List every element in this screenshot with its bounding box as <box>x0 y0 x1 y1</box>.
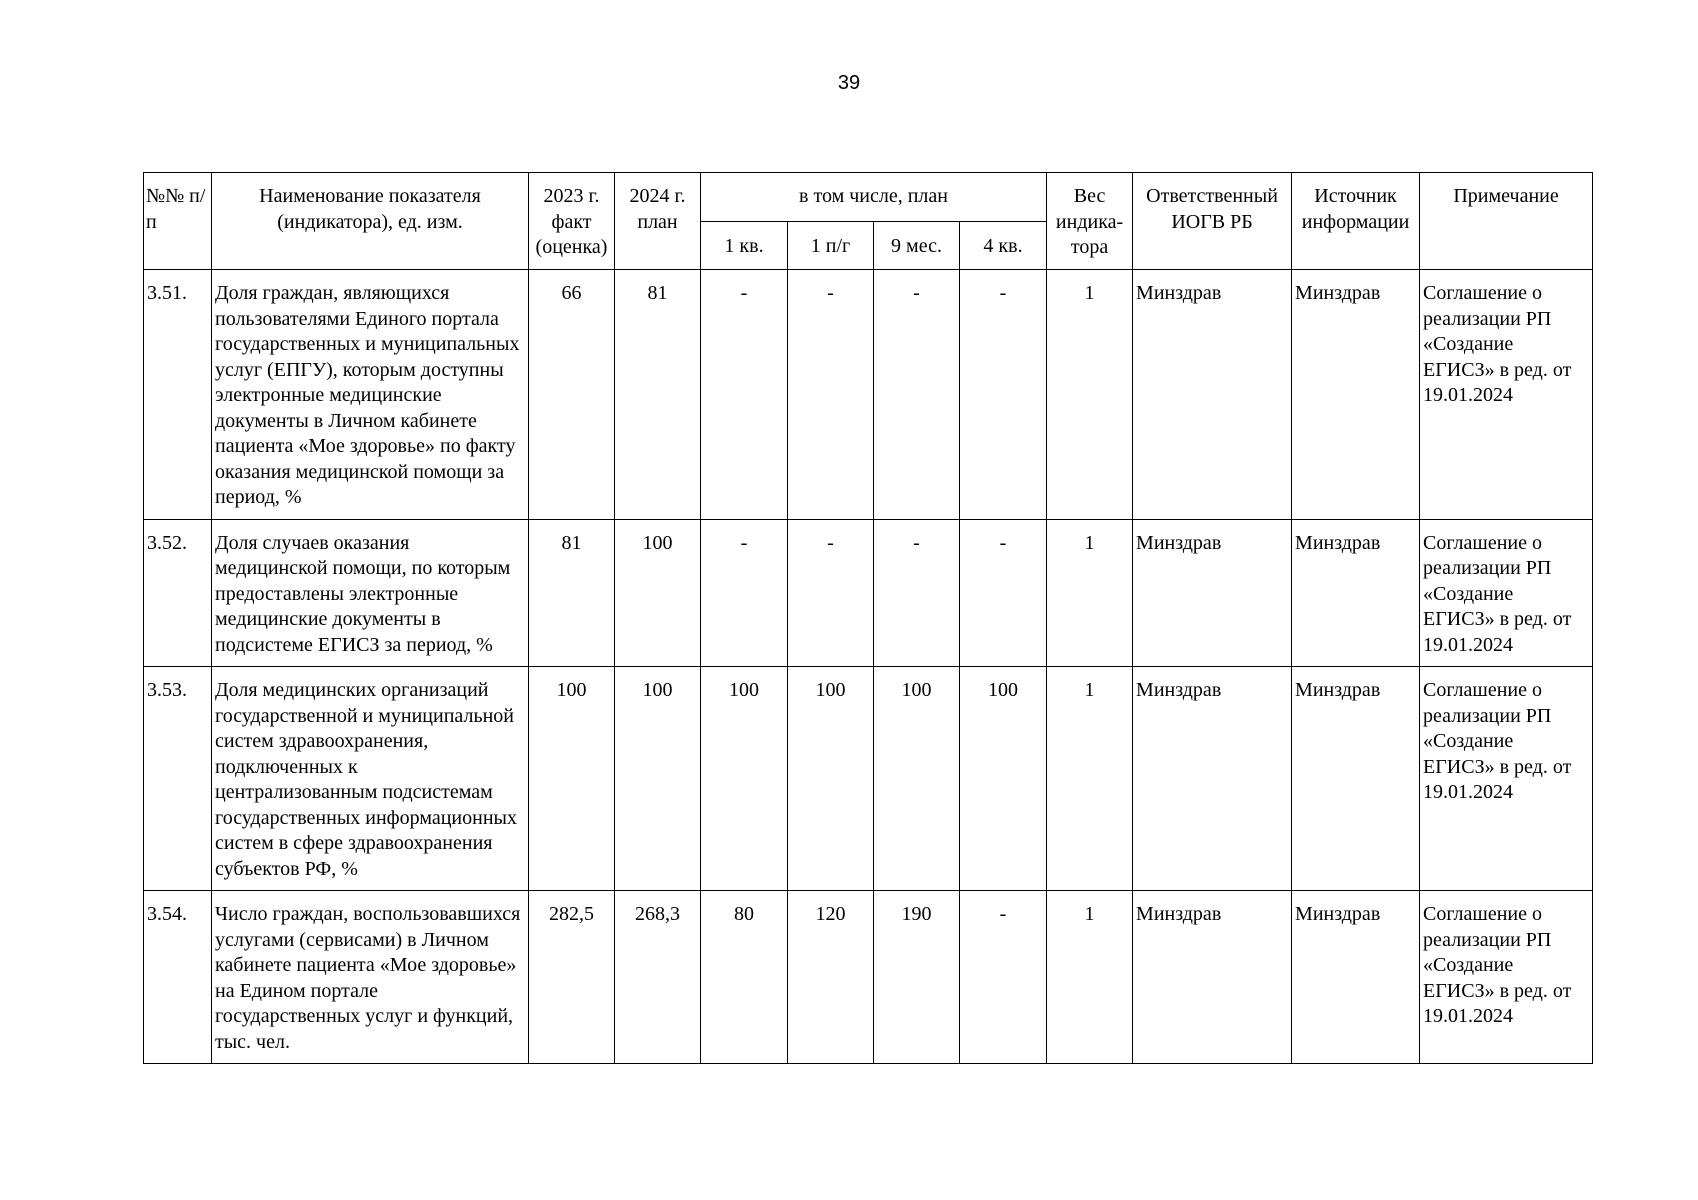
table-row <box>144 519 1593 667</box>
row-source: Минздрав <box>1292 270 1420 520</box>
table-row <box>144 667 1593 891</box>
row-responsible: Минздрав <box>1133 519 1292 667</box>
row-weight: 1 <box>1047 891 1133 1064</box>
row-h1: 100 <box>788 667 874 891</box>
row-h1: - <box>788 270 874 520</box>
table-row <box>144 270 1593 520</box>
header-9m: 9 мес. <box>874 222 960 270</box>
table-row <box>144 891 1593 1064</box>
row-fact-2023: 66 <box>529 270 615 520</box>
row-source: Минздрав <box>1292 891 1420 1064</box>
row-fact-2023: 81 <box>529 519 615 667</box>
row-q4: - <box>960 270 1047 520</box>
row-fact-2023: 282,5 <box>529 891 615 1064</box>
row-responsible: Минздрав <box>1133 891 1292 1064</box>
page-number: 39 <box>837 72 861 94</box>
row-name: Доля случаев оказания медицинской помощи, по которым предоставлены электронные медицинские документы в подсистеме ЕГИСЗ за период, % <box>212 519 529 667</box>
row-name: Доля граждан, являющихся пользователями Единого портала государственных и муниципальных услуг (ЕПГУ), которым доступны электронные медицинские документы в Личном кабинете пациента «Мое здоровье» по факту оказания медицинской помощи за период, % <box>212 270 529 520</box>
row-name: Число граждан, воспользовавшихся услугами (сервисами) в Личном кабинете пациента «Мое здоровье» на Едином портале государственных услуг и функций, тыс. чел. <box>212 891 529 1064</box>
header-weight: Вес индика-тора <box>1047 173 1133 270</box>
row-source: Минздрав <box>1292 519 1420 667</box>
indicators-table <box>143 172 1593 1064</box>
row-plan-2024: 100 <box>615 519 701 667</box>
row-weight: 1 <box>1047 270 1133 520</box>
row-q4: 100 <box>960 667 1047 891</box>
row-weight: 1 <box>1047 667 1133 891</box>
row-q1: - <box>701 270 788 520</box>
row-num: 3.53. <box>144 667 212 891</box>
row-note: Соглашение о реализации РП «Создание ЕГИСЗ» в ред. от 19.01.2024 <box>1420 270 1593 520</box>
row-source: Минздрав <box>1292 667 1420 891</box>
row-plan-2024: 268,3 <box>615 891 701 1064</box>
row-responsible: Минздрав <box>1133 667 1292 891</box>
row-9m: 100 <box>874 667 960 891</box>
header-responsible: Ответственный ИОГВ РБ <box>1133 173 1292 270</box>
row-note: Соглашение о реализации РП «Создание ЕГИСЗ» в ред. от 19.01.2024 <box>1420 891 1593 1064</box>
header-plan-2024: 2024 г. план <box>615 173 701 270</box>
row-q1: 100 <box>701 667 788 891</box>
header-note: Примечание <box>1420 173 1593 270</box>
header-h1: 1 п/г <box>788 222 874 270</box>
header-q1: 1 кв. <box>701 222 788 270</box>
row-num: 3.51. <box>144 270 212 520</box>
row-9m: - <box>874 270 960 520</box>
row-q1: - <box>701 519 788 667</box>
header-name: Наименование показателя (индикатора), ед. изм. <box>212 173 529 270</box>
row-note: Соглашение о реализации РП «Создание ЕГИСЗ» в ред. от 19.01.2024 <box>1420 519 1593 667</box>
header-q4: 4 кв. <box>960 222 1047 270</box>
header-source: Источник информации <box>1292 173 1420 270</box>
row-num: 3.54. <box>144 891 212 1064</box>
header-num: №№ п/п <box>144 173 212 270</box>
row-note: Соглашение о реализации РП «Создание ЕГИСЗ» в ред. от 19.01.2024 <box>1420 667 1593 891</box>
header-including-plan: в том числе, план <box>701 173 1047 222</box>
row-9m: 190 <box>874 891 960 1064</box>
header-fact-2023: 2023 г. факт (оценка) <box>529 173 615 270</box>
row-plan-2024: 81 <box>615 270 701 520</box>
row-responsible: Минздрав <box>1133 270 1292 520</box>
row-plan-2024: 100 <box>615 667 701 891</box>
row-h1: 120 <box>788 891 874 1064</box>
table-body <box>144 270 1593 1064</box>
row-num: 3.52. <box>144 519 212 667</box>
table-header <box>144 173 1593 270</box>
row-9m: - <box>874 519 960 667</box>
row-q1: 80 <box>701 891 788 1064</box>
row-h1: - <box>788 519 874 667</box>
row-q4: - <box>960 519 1047 667</box>
row-name: Доля медицинских организаций государственной и муниципальной систем здравоохранения, подключенных к централизованным подсистемам государственных информационных систем в сфере здравоохранения субъектов РФ, % <box>212 667 529 891</box>
row-q4: - <box>960 891 1047 1064</box>
row-weight: 1 <box>1047 519 1133 667</box>
row-fact-2023: 100 <box>529 667 615 891</box>
